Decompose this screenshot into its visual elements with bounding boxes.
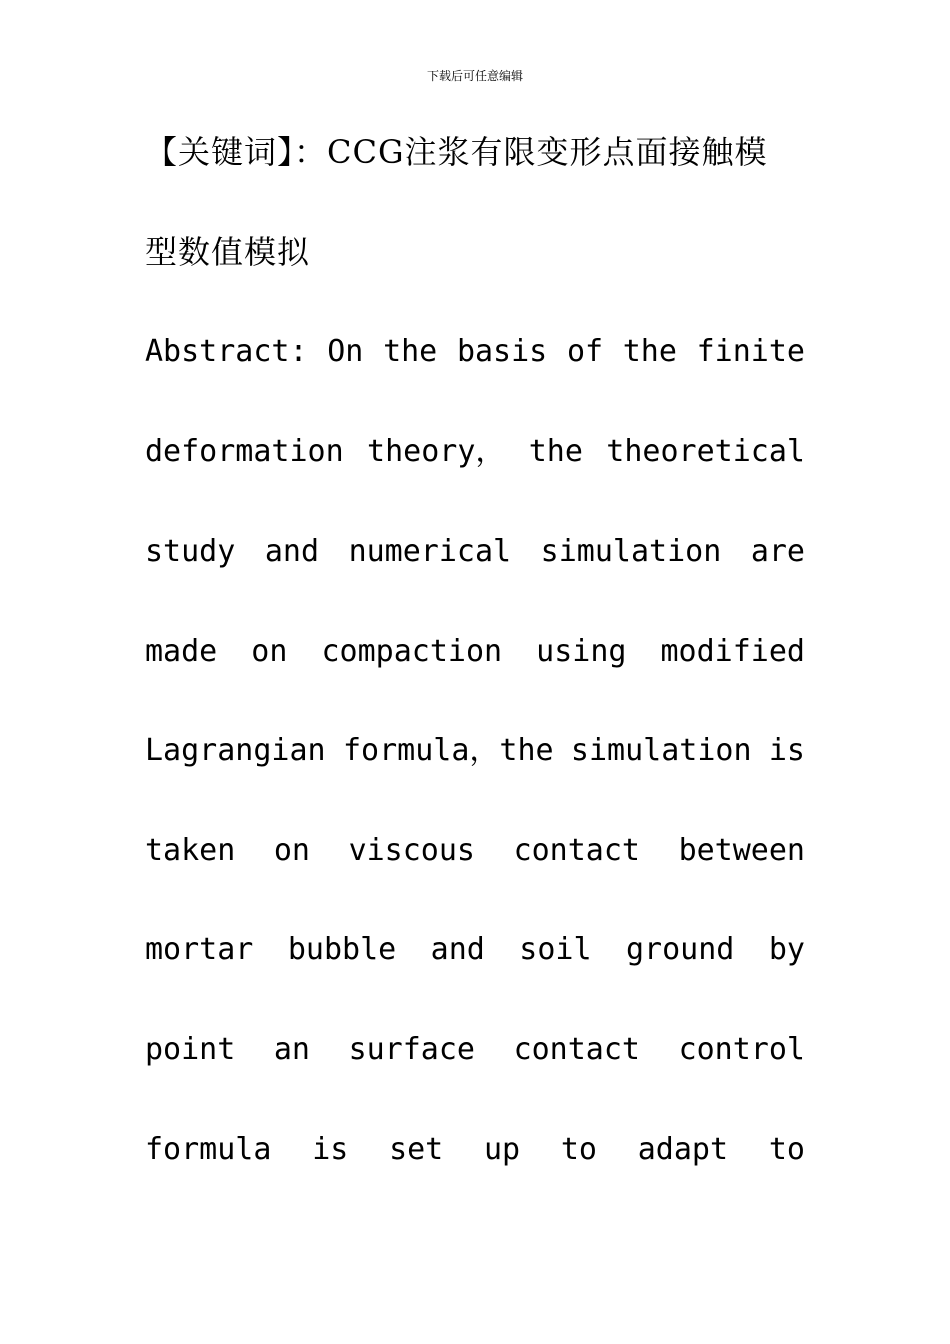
word: the [383, 334, 438, 369]
word: made [145, 634, 218, 669]
word: study [145, 534, 236, 569]
word: deformation [145, 434, 344, 469]
word: the [622, 334, 677, 369]
word: numerical [348, 534, 512, 569]
word: up [484, 1132, 521, 1167]
word: bubble [287, 932, 397, 967]
word: Lagrangian [145, 733, 326, 768]
word: is [312, 1132, 349, 1167]
word: formula，the [342, 733, 554, 768]
word: contact [513, 833, 640, 868]
word: is [768, 733, 805, 768]
word: set [389, 1132, 444, 1167]
word: formula [145, 1132, 272, 1167]
word: taken [145, 833, 236, 868]
word: simulation [540, 534, 722, 569]
abstract-line-7 [145, 930, 805, 970]
abstract-line-1 [145, 332, 805, 372]
word: compaction [321, 634, 503, 669]
abstract-line-6 [145, 831, 805, 871]
word: and [430, 932, 485, 967]
abstract-line-2 [145, 432, 805, 472]
header-note: 下载后可任意编辑 [426, 69, 523, 83]
word: surface [348, 1032, 475, 1067]
abstract-line-4 [145, 632, 805, 672]
word: adapt [637, 1132, 729, 1167]
word: to [560, 1132, 597, 1167]
word: soil [519, 932, 592, 967]
word: point [145, 1032, 236, 1067]
word: modified [660, 634, 805, 669]
word: of [566, 334, 604, 369]
keywords-line-1: 【关键词】：CCG注浆有限变形点面接触模 [145, 133, 768, 171]
abstract-line-9 [145, 1130, 805, 1170]
word: basis [456, 334, 548, 369]
word: mortar [145, 932, 254, 967]
abstract-line-8 [145, 1030, 805, 1070]
word: theoretical [606, 434, 805, 469]
word: theory， [367, 434, 506, 469]
word: by [768, 932, 805, 967]
word: to [768, 1132, 805, 1167]
word: finite [696, 334, 805, 369]
word: using [536, 634, 627, 669]
word: between [678, 833, 805, 868]
word: on [251, 634, 288, 669]
word: and [264, 534, 320, 569]
abstract-line-3 [145, 532, 805, 572]
word: ground [626, 932, 735, 967]
word: simulation [570, 733, 752, 768]
word: control [678, 1032, 805, 1067]
word: on [273, 833, 310, 868]
word: Abstract: [145, 334, 308, 369]
word: the [528, 434, 583, 469]
abstract-line-5 [145, 731, 805, 771]
word: viscous [348, 833, 475, 868]
word: On [327, 334, 364, 369]
word: contact [513, 1032, 640, 1067]
word: an [273, 1032, 310, 1067]
keywords-line-2: 型数值模拟 [145, 233, 311, 271]
word: are [750, 534, 805, 569]
